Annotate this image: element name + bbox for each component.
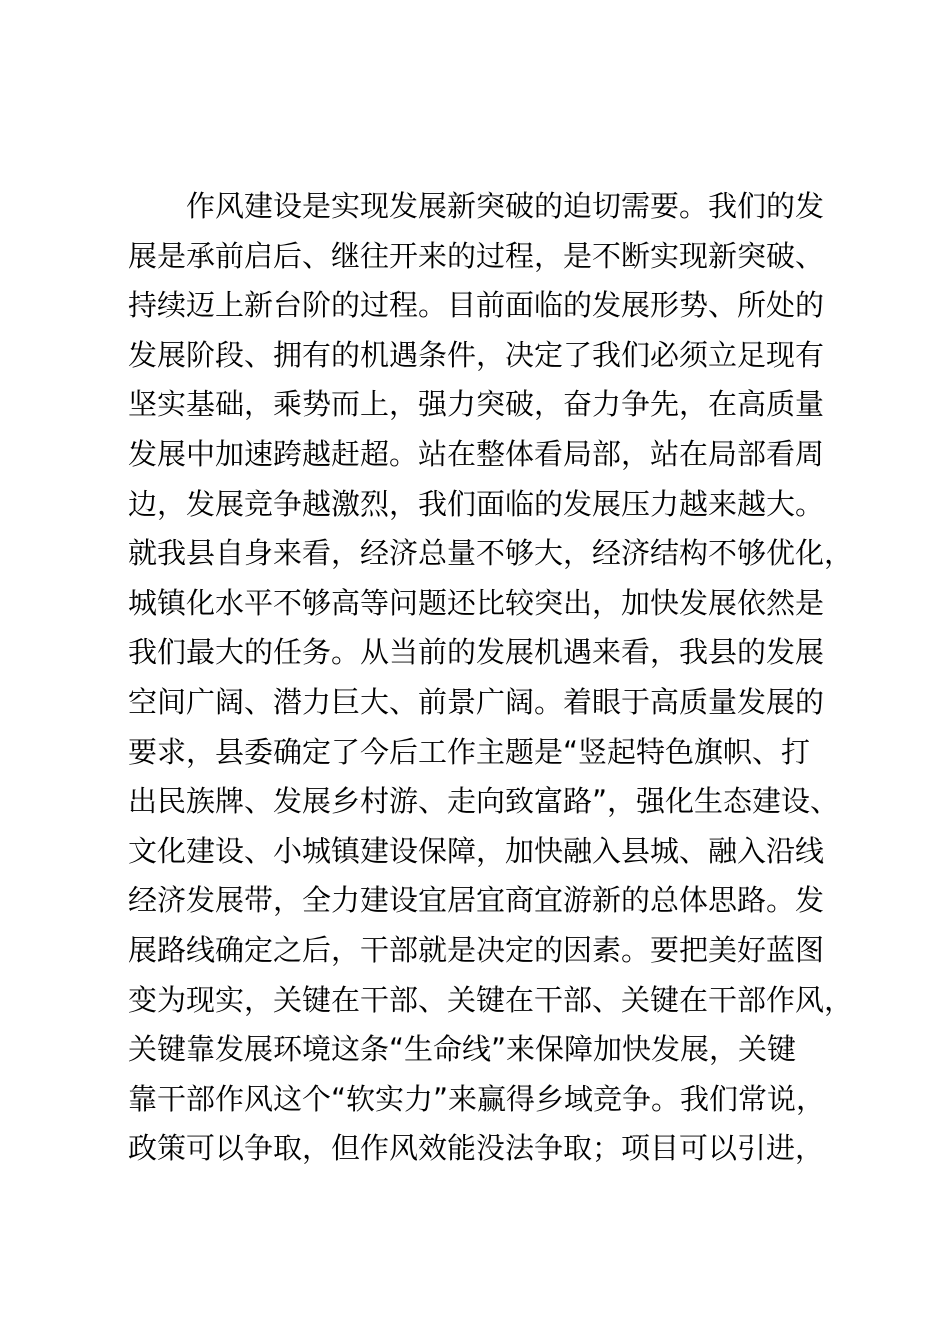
text-line: 经济发展带，全力建设宜居宜商宜游新的总体思路。发 bbox=[128, 883, 825, 918]
text-line: 作风建设是实现发展新突破的迫切需要。我们的发 bbox=[186, 189, 825, 223]
text-line: 关键靠发展环境这条“生命线”来保障加快发展，关键 bbox=[128, 1032, 797, 1067]
text-line: 出民族牌、发展乡村游、走向致富路”，强化生态建设、 bbox=[128, 784, 840, 819]
text-line: 边，发展竞争越激烈，我们面临的发展压力越来越大。 bbox=[128, 486, 825, 521]
text-line: 展是承前启后、继往开来的过程，是不断实现新突破、 bbox=[128, 238, 825, 273]
text-line: 坚实基础，乘势而上，强力突破，奋力争先，在高质量 bbox=[128, 387, 825, 422]
text-line: 文化建设、小城镇建设保障，加快融入县城、融入沿线 bbox=[128, 833, 825, 868]
text-line: 变为现实，关键在干部、关键在干部、关键在干部作风， bbox=[128, 982, 854, 1017]
text-line: 政策可以争取，但作风效能没法争取；项目可以引进， bbox=[128, 1131, 825, 1166]
body-paragraph bbox=[128, 182, 888, 1174]
text-line: 空间广阔、潜力巨大、前景广阔。着眼于高质量发展的 bbox=[128, 684, 825, 719]
text-line: 持续迈上新台阶的过程。目前面临的发展形势、所处的 bbox=[128, 288, 825, 323]
text-line: 要求，县委确定了今后工作主题是“竖起特色旗帜、打 bbox=[128, 734, 811, 769]
text-line: 发展阶段、拥有的机遇条件，决定了我们必须立足现有 bbox=[128, 337, 825, 372]
text-line: 城镇化水平不够高等问题还比较突出，加快发展依然是 bbox=[128, 585, 825, 620]
text-line: 发展中加速跨越赶超。站在整体看局部，站在局部看周 bbox=[128, 436, 825, 471]
text-line: 靠干部作风这个“软实力”来赢得乡域竞争。我们常说， bbox=[128, 1081, 826, 1116]
text-line: 展路线确定之后，干部就是决定的因素。要把美好蓝图 bbox=[128, 932, 825, 967]
text-line: 我们最大的任务。从当前的发展机遇来看，我县的发展 bbox=[128, 635, 825, 670]
text-line: 就我县自身来看，经济总量不够大，经济结构不够优化， bbox=[128, 536, 854, 571]
